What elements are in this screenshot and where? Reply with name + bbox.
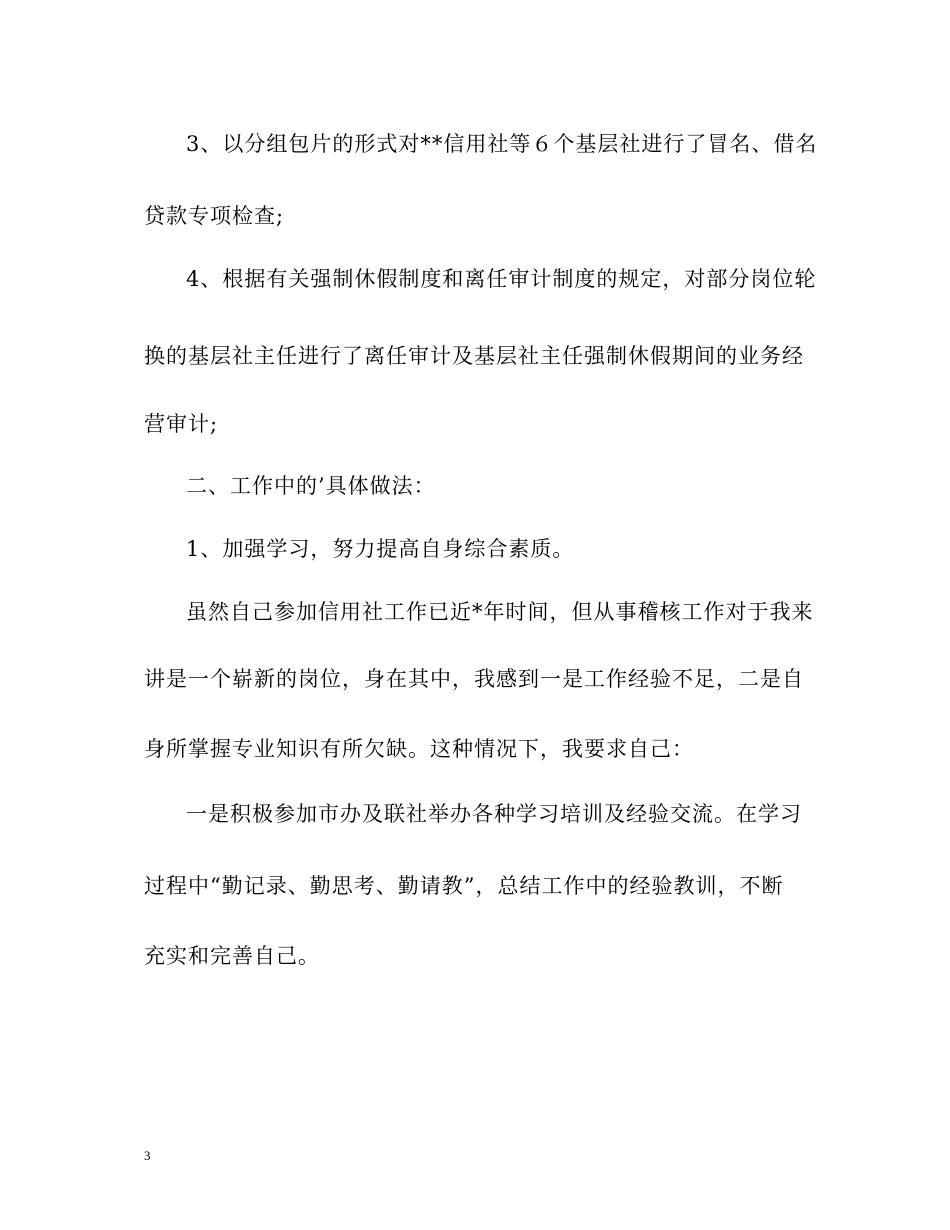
paragraph-line: 营审计; [144,412,219,436]
paragraph-line: 虽然自己参加信用社工作已近*年时间，但从事稽核工作对于我来 [186,600,814,624]
page-number: 3 [144,1148,151,1163]
section-heading: 二、工作中的’具体做法： [186,474,436,498]
paragraph-line: 充实和完善自己。 [144,944,320,968]
paragraph-line: 换的基层社主任进行了离任审计及基层社主任强制休假期间的业务经 [144,344,804,368]
paragraph-line: 贷款专项检查; [144,204,285,228]
paragraph-line: 过程中“勤记录、勤思考、勤请教”，总结工作中的经验教训，不断 [144,874,784,898]
paragraph-line: 3、以分组包片的形式对**信用社等６个基层社进行了冒名、借名 [186,132,818,156]
paragraph-line: 4、根据有关强制休假制度和离任审计制度的规定，对部分岗位轮 [186,267,817,291]
paragraph-line: 一是积极参加市办及联社举办各种学习培训及经验交流。在学习 [186,802,802,826]
paragraph-line: 讲是一个崭新的岗位，身在其中，我感到一是工作经验不足，二是自 [144,667,804,691]
paragraph-line: 身所掌握专业知识有所欠缺。这种情况下，我要求自己： [144,737,694,761]
subsection-heading: 1、加强学习，努力提高自身综合素质。 [186,537,575,561]
